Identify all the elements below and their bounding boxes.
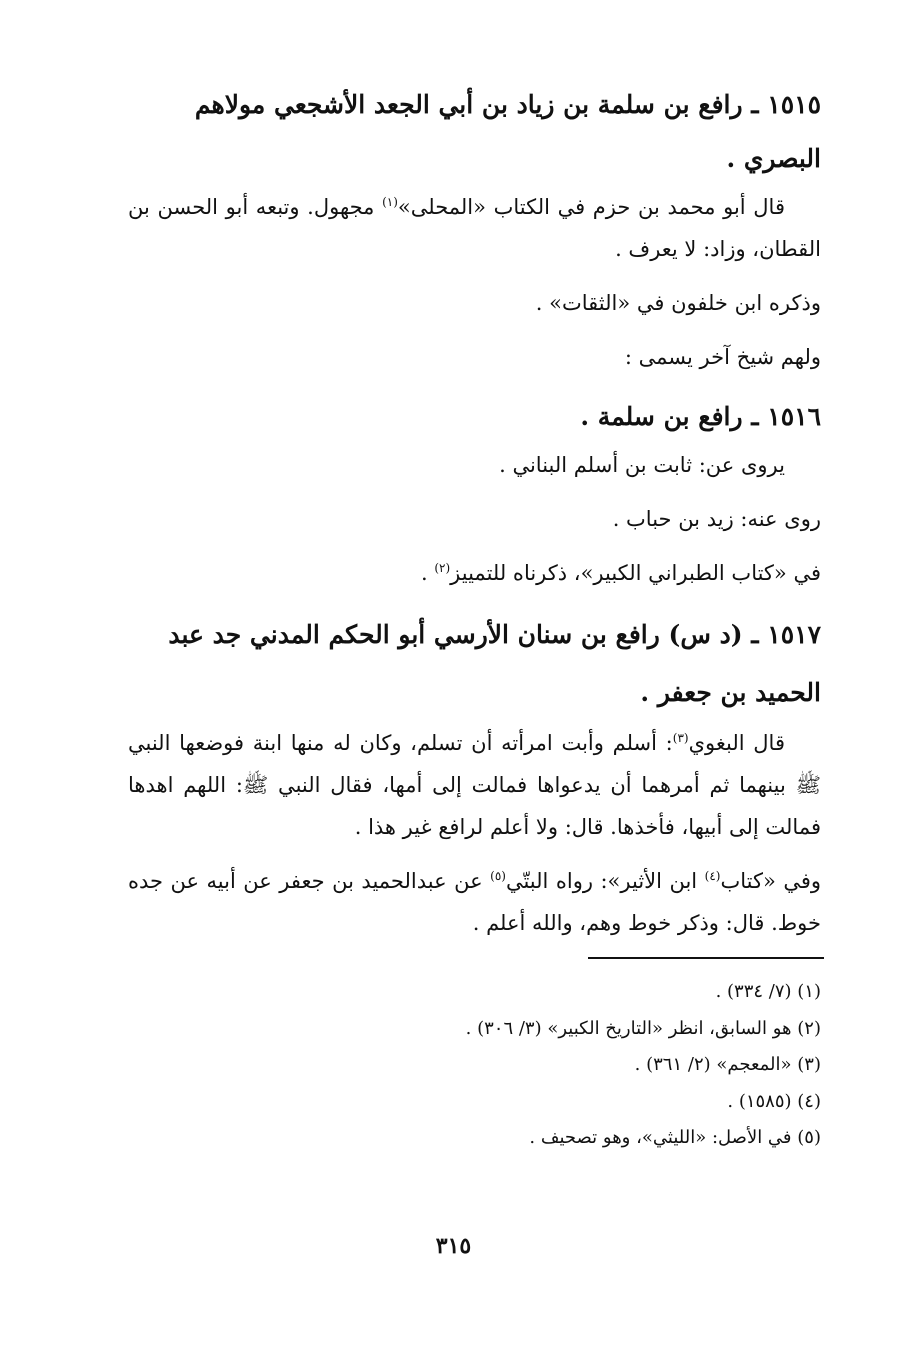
paragraph-text: : أسلم وأبت امرأته أن تسلم، وكان له منها ابنة فوضعها النبي ﷺ بينهما ثم أمرهما أن يدعواها فمالت إلى أمها، فقال النبي ﷺ: اللهم اهدها فمالت إلى أبيها، فأخذها. قال: ولا أعلم لرافع غير هذا . <box>128 731 821 839</box>
footnote-divider <box>588 957 824 959</box>
paragraph-text: قال أبو محمد بن حزم في الكتاب «المحلى» <box>397 195 785 219</box>
paragraph-text: في «كتاب الطبراني الكبير»، ذكرناه للتمييز <box>450 561 821 585</box>
entry-1516-paragraph-2: روى عنه: زيد بن حباب . <box>612 507 821 531</box>
footnote-3: (٣) «المعجم» (٢/ ٣٦١) . <box>634 1054 821 1075</box>
footnote-ref-1[interactable]: (١) <box>382 195 398 209</box>
paragraph-text: عن عبدالحميد بن جعفر عن أبيه عن جده خوط. قال: وذكر خوط وهم، والله أعلم . <box>128 869 821 935</box>
entry-1517-paragraph-2 <box>128 860 821 944</box>
entry-1516-paragraph-1: يروى عن: ثابت بن أسلم البناني . <box>499 453 785 477</box>
entry-1517-paragraph-1 <box>128 722 821 848</box>
footnote-5: (٥) في الأصل: «الليثي»، وهو تصحيف . <box>529 1127 821 1148</box>
footnote-2: (٢) هو السابق، انظر «التاريخ الكبير» (٣/ ٣٠٦) . <box>465 1017 821 1039</box>
footnote-ref-3[interactable]: (٣) <box>672 731 689 745</box>
entry-title-1516: ١٥١٦ ـ رافع بن سلمة . <box>580 402 821 431</box>
entry-1515-paragraph-3: ولهم شيخ آخر يسمى : <box>624 345 821 369</box>
page-number: ٣١٥ <box>435 1233 472 1259</box>
entry-title-1515: ١٥١٥ ـ رافع بن سلمة بن زياد بن أبي الجعد الأشجعي مولاهم البصري . <box>194 90 821 173</box>
paragraph-text: مجهول. وتبعه أبو الحسن بن القطان، وزاد: لا يعرف . <box>128 195 821 261</box>
footnote-4: (٤) (١٥٨٥) . <box>727 1090 821 1112</box>
entry-title-1517: ١٥١٧ ـ (د س) رافع بن سنان الأرسي أبو الحكم المدني جد عبد الحميد بن جعفر . <box>168 620 821 707</box>
footnote-ref-2[interactable]: (٢) <box>434 561 451 575</box>
paragraph-text: وفي «كتاب <box>720 869 821 893</box>
footnote-ref-4[interactable]: (٤) <box>704 869 721 883</box>
entry-1515-paragraph-1 <box>128 186 821 270</box>
footnote-ref-5[interactable]: (٥) <box>490 869 506 883</box>
entry-1516-paragraph-3 <box>128 552 821 594</box>
footnotes <box>128 975 821 1158</box>
entry-1515-paragraph-2: وذكره ابن خلفون في «الثقات» . <box>535 291 821 315</box>
paragraph-text: . <box>420 561 435 585</box>
paragraph-text: ابن الأثير»: رواه البتّي <box>505 869 705 893</box>
paragraph-text: قال البغوي <box>688 731 785 755</box>
footnote-1: (١) (٧/ ٣٣٤) . <box>715 981 821 1002</box>
